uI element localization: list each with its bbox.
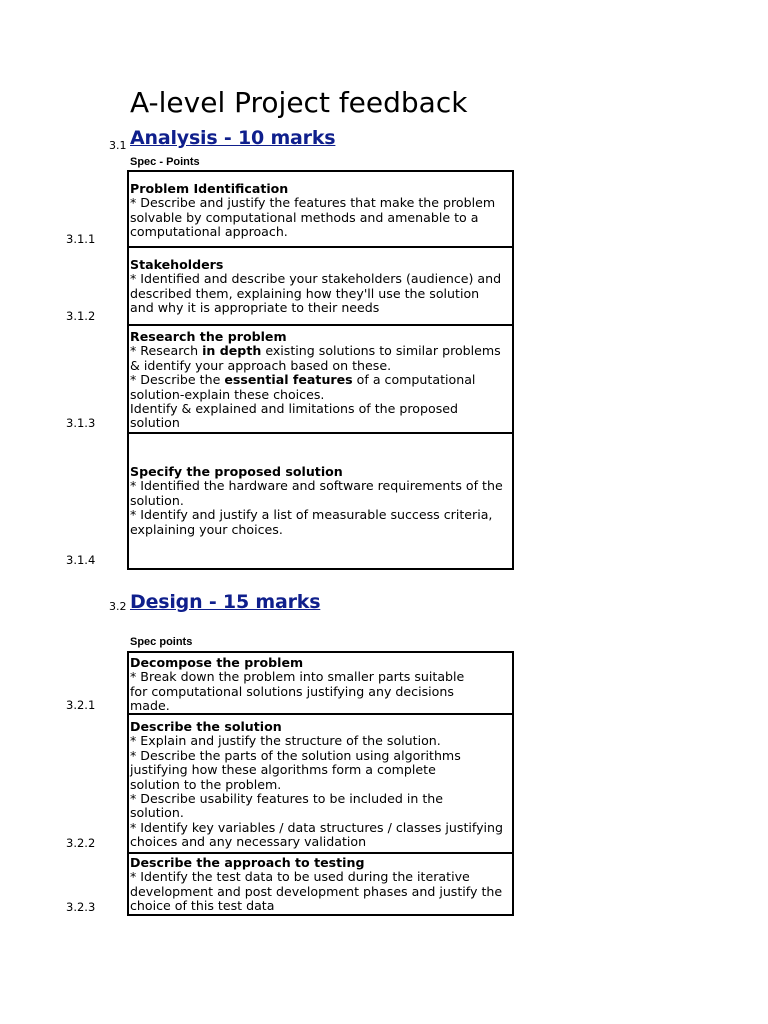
criteria-line: solution-explain these choices. [130,386,325,402]
criteria-box-research [127,324,514,434]
criteria-line: solution [130,415,180,431]
criteria-line: * Describe usability features to be included in the [130,791,443,807]
page-title: A-level Project feedback [130,86,468,119]
criteria-line: computational approach. [130,224,288,240]
criteria-line: Identify & explained and limitations of the proposed [130,401,459,417]
criteria-box-testing [127,852,514,916]
criteria-line: justifying how these algorithms form a complete [130,762,436,778]
criteria-line: * Describe the parts of the solution using algorithms [130,747,461,763]
criteria-heading: Specify the proposed solution [130,464,343,479]
criteria-heading: Describe the solution [130,719,282,734]
criteria-line: choices and any necessary validation [130,834,367,850]
criteria-line: for computational solutions justifying any decisions [130,683,454,699]
row-number: 3.1.2 [66,309,96,323]
spec-label: Spec - Points [130,156,200,168]
section-heading-analysis: Analysis - 10 marks [130,127,336,149]
criteria-line: * Identified and describe your stakeholders (audience) and [130,271,502,287]
section-heading-design: Design - 15 marks [130,591,321,613]
section-number: 3.1 [109,139,127,152]
section-number: 3.2 [109,600,127,613]
criteria-line: * Describe and justify the features that make the problem [130,195,496,211]
criteria-line: and why it is appropriate to their needs [130,300,380,316]
criteria-line: made. [130,698,170,714]
spec-label: Spec points [130,636,193,648]
criteria-line: * Break down the problem into smaller parts suitable [130,669,465,685]
row-number: 3.1.1 [66,232,96,246]
criteria-text: * Describe the [130,372,225,388]
criteria-line: solvable by computational methods and amenable to a [130,209,479,225]
criteria-line [130,373,512,387]
row-number: 3.1.3 [66,416,96,430]
criteria-heading: Stakeholders [130,257,224,272]
criteria-heading: Research the problem [130,329,287,344]
criteria-line: * Identify key variables / data structures / classes justifying [130,819,504,835]
criteria-text: of a computational [352,372,476,388]
row-number: 3.2.1 [66,698,96,712]
criteria-emphasis: in depth [202,343,262,359]
criteria-line [130,344,512,358]
criteria-line: development and post development phases and justify the [130,883,503,899]
criteria-line: * Explain and justify the structure of the solution. [130,733,441,749]
criteria-line: solution. [130,805,184,821]
criteria-line: solution to the problem. [130,776,282,792]
row-number: 3.2.2 [66,836,96,850]
criteria-line: explaining your choices. [130,521,283,537]
criteria-line: choice of this test data [130,898,275,914]
row-number: 3.2.3 [66,900,96,914]
criteria-emphasis: essential features [224,372,353,388]
criteria-box-proposed-solution [127,432,514,570]
criteria-line: solution. [130,492,184,508]
criteria-box-describe-solution [127,713,514,854]
criteria-box-problem-identification [127,170,514,248]
row-number: 3.1.4 [66,553,96,567]
criteria-box-decompose [127,651,514,715]
criteria-line: * Identified the hardware and software requirements of the [130,478,503,494]
criteria-line: & identify your approach based on these. [130,357,392,373]
criteria-line: described them, explaining how they'll use the solution [130,285,480,301]
criteria-heading: Describe the approach to testing [130,855,365,870]
criteria-heading: Decompose the problem [130,655,304,670]
criteria-text: existing solutions to similar problems [261,343,501,359]
criteria-box-stakeholders [127,246,514,326]
criteria-heading: Problem Identification [130,181,289,196]
criteria-line: * Identify the test data to be used during the iterative [130,869,470,885]
criteria-text: * Research [130,343,203,359]
criteria-line: * Identify and justify a list of measurable success criteria, [130,507,493,523]
